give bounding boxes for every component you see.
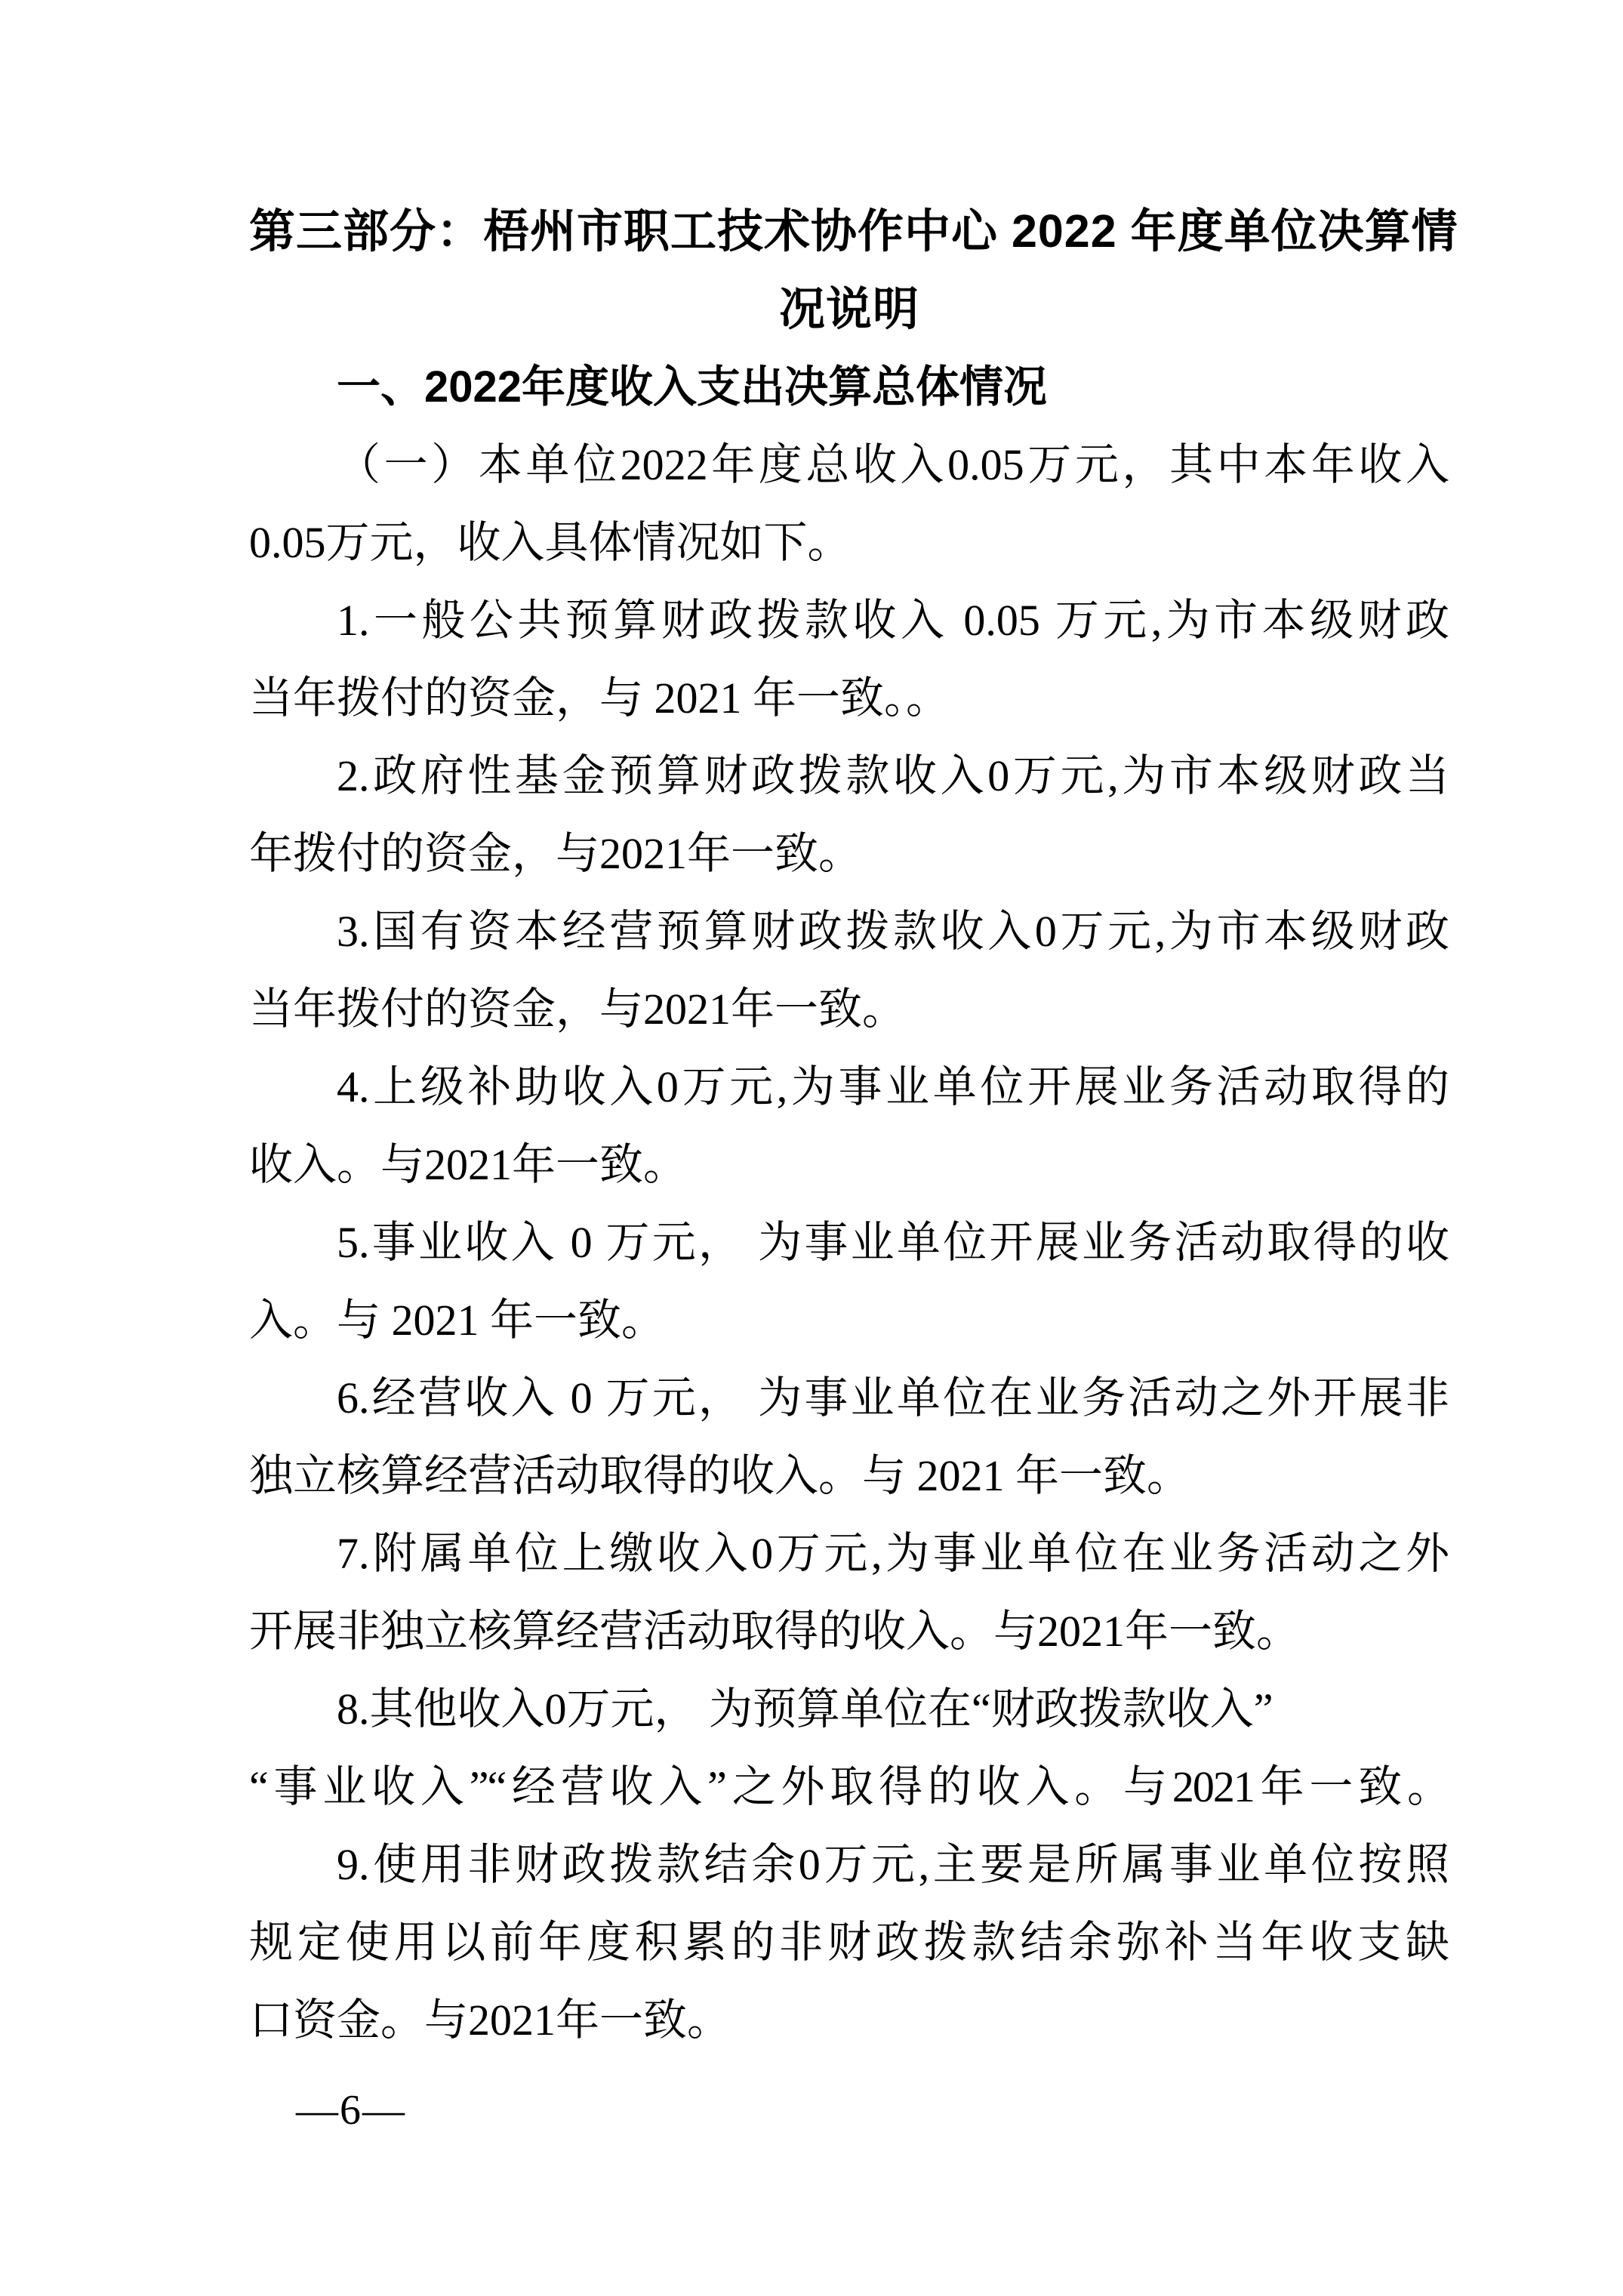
section-heading: 一、2022年度收入支出决算总体情况 <box>337 362 1048 411</box>
paragraph-1-line-1: （一）本单位2022年度总收入0.05万元，其中本年收入 <box>337 440 1449 489</box>
page-number: —6— <box>296 2087 406 2134</box>
paragraph-5-line-2: 收入。与2021年一致。 <box>249 1140 688 1189</box>
paragraph-3-line-2: 年拨付的资金，与2021年一致。 <box>249 829 863 878</box>
paragraph-9-line-2: “事业收入”“经营收入”之外取得的收入。与2021年一致。 <box>249 1762 1449 1811</box>
paragraph-7-line-1: 6.经营收入 0 万元， 为事业单位在业务活动之外开展非 <box>337 1373 1449 1422</box>
paragraph-4-line-2: 当年拨付的资金，与2021年一致。 <box>249 985 907 1034</box>
paragraph-2-line-1: 1.一般公共预算财政拨款收入 0.05 万元,为市本级财政 <box>337 596 1449 645</box>
paragraph-8-line-1: 7.附属单位上缴收入0万元,为事业单位在业务活动之外 <box>337 1529 1449 1578</box>
paragraph-4-line-1: 3.国有资本经营预算财政拨款收入0万元,为市本级财政 <box>337 907 1449 956</box>
document-title-line-2: 况说明 <box>778 283 919 334</box>
paragraph-2-line-2: 当年拨付的资金，与 2021 年一致。。 <box>249 673 950 723</box>
paragraph-7-line-2: 独立核算经营活动取得的收入。与 2021 年一致。 <box>249 1451 1191 1500</box>
paragraph-8-line-2: 开展非独立核算经营活动取得的收入。与2021年一致。 <box>249 1607 1301 1656</box>
paragraph-9-line-1: 8.其他收入0万元， 为预算单位在“财政拨款收入” <box>337 1684 1273 1734</box>
paragraph-6-line-1: 5.事业收入 0 万元， 为事业单位开展业务活动取得的收 <box>337 1218 1449 1267</box>
paragraph-10-line-1: 9.使用非财政拨款结余0万元,主要是所属事业单位按照 <box>337 1840 1449 1889</box>
paragraph-3-line-1: 2.政府性基金预算财政拨款收入0万元,为市本级财政当 <box>337 751 1449 800</box>
paragraph-6-line-2: 入。与 2021 年一致。 <box>249 1296 666 1345</box>
paragraph-1-line-2: 0.05万元，收入具体情况如下。 <box>249 518 852 567</box>
paragraph-10-line-3: 口资金。与2021年一致。 <box>249 1996 731 2045</box>
paragraph-10-line-2: 规定使用以前年度积累的非财政拨款结余弥补当年收支缺 <box>249 1918 1449 1967</box>
paragraph-5-line-1: 4.上级补助收入0万元,为事业单位开展业务活动取得的 <box>337 1062 1449 1111</box>
document-content <box>249 193 1458 2140</box>
document-title-line-1: 第三部分：梧州市职工技术协作中心 2022 年度单位决算情 <box>249 205 1458 257</box>
